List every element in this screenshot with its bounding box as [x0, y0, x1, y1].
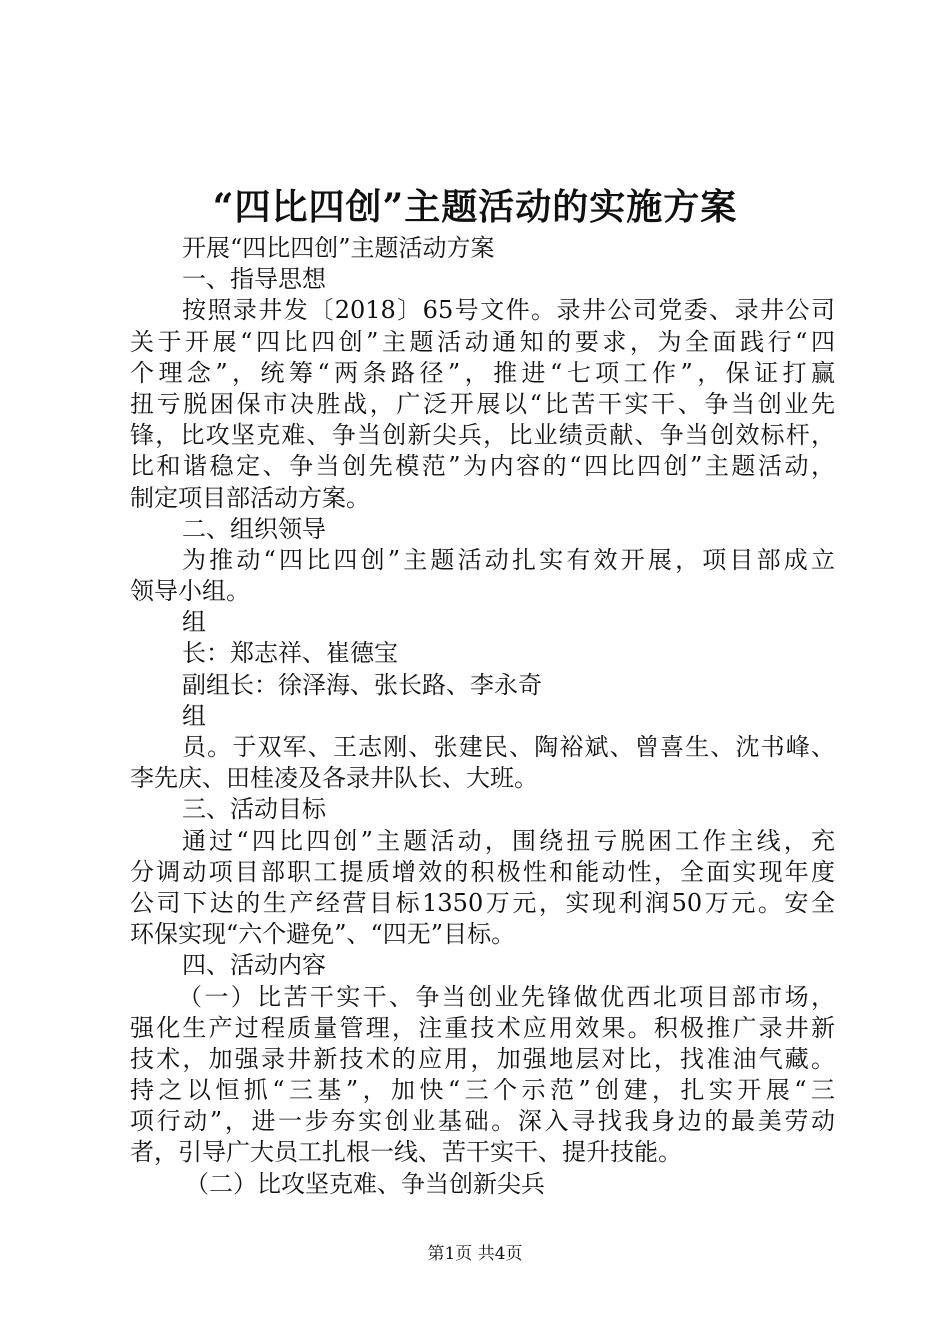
document-body [130, 233, 835, 1200]
paragraph-line: 比和谐稳定、争当创先模范”为内容的“四比四创”主题活动， [130, 452, 835, 481]
paragraph-line: 环保实现“六个避免”、“四无”目标。 [130, 920, 516, 949]
paragraph-line: 组 [182, 608, 206, 637]
paragraph-line: 关于开展“四比四创”主题活动通知的要求，为全面践行“四 [130, 327, 835, 356]
document-title: “四比四创”主题活动的实施方案 [212, 186, 738, 228]
paragraph-line: 项行动”，进一步夯实创业基础。深入寻找我身边的最美劳动 [130, 1107, 835, 1136]
paragraph-line: 开展“四比四创”主题活动方案 [182, 234, 495, 262]
paragraph-line: 为推动“四比四创”主题活动扎实有效开展，项目部成立 [182, 545, 835, 574]
paragraph-line: 个理念”，统筹“两条路径”，推进“七项工作”，保证打赢 [130, 358, 835, 387]
paragraph-line: 按照录井发〔2018〕65号文件。录井公司党委、录井公司 [182, 296, 835, 325]
paragraph-line: 通过“四比四创”主题活动，围绕扭亏脱困工作主线，充 [182, 826, 835, 855]
paragraph-line: 长：郑志祥、崔德宝 [182, 639, 398, 668]
paragraph-line: 持之以恒抓“三基”，加快“三个示范”创建，扎实开展“三 [130, 1076, 835, 1105]
paragraph-line: 技术，加强录井新技术的应用，加强地层对比，找准油气藏。 [130, 1044, 835, 1073]
paragraph-line: 一、指导思想 [182, 265, 326, 294]
paragraph-line: 李先庆、田桂凌及各录井队长、大班。 [130, 764, 538, 793]
paragraph-line: （二）比攻坚克难、争当创新尖兵 [185, 1169, 545, 1198]
paragraph-line: 副组长：徐泽海、张长路、李永奇 [182, 670, 542, 699]
paragraph-line: 强化生产过程质量管理，注重技术应用效果。积极推广录井新 [130, 1013, 835, 1042]
paragraph-line: 二、组织领导 [182, 514, 326, 543]
paragraph-line: 三、活动目标 [182, 795, 326, 824]
paragraph-line: 领导小组。 [130, 577, 250, 606]
paragraph-line: 者，引导广大员工扎根一线、苦干实干、提升技能。 [130, 1138, 682, 1167]
paragraph-line: 公司下达的生产经营目标1350万元，实现利润50万元。安全 [130, 888, 835, 917]
page-footer: 第1页 共4页 [427, 1244, 523, 1264]
paragraph-line: 四、活动内容 [182, 951, 326, 980]
paragraph-line: 扭亏脱困保市决胜战，广泛开展以“比苦干实干、争当创业先 [130, 389, 835, 418]
paragraph-line: 员。于双军、王志刚、张建民、陶裕斌、曾喜生、沈书峰、 [182, 733, 835, 761]
paragraph-line: 锋，比攻坚克难、争当创新尖兵，比业绩贡献、争当创效标杆， [130, 421, 835, 450]
paragraph-line: 分调动项目部职工提质增效的积极性和能动性，全面实现年度 [130, 857, 835, 886]
paragraph-line: 制定项目部活动方案。 [130, 483, 370, 512]
paragraph-line: （一）比苦干实干、争当创业先锋做优西北项目部市场， [178, 982, 835, 1011]
paragraph-line: 组 [182, 701, 206, 730]
